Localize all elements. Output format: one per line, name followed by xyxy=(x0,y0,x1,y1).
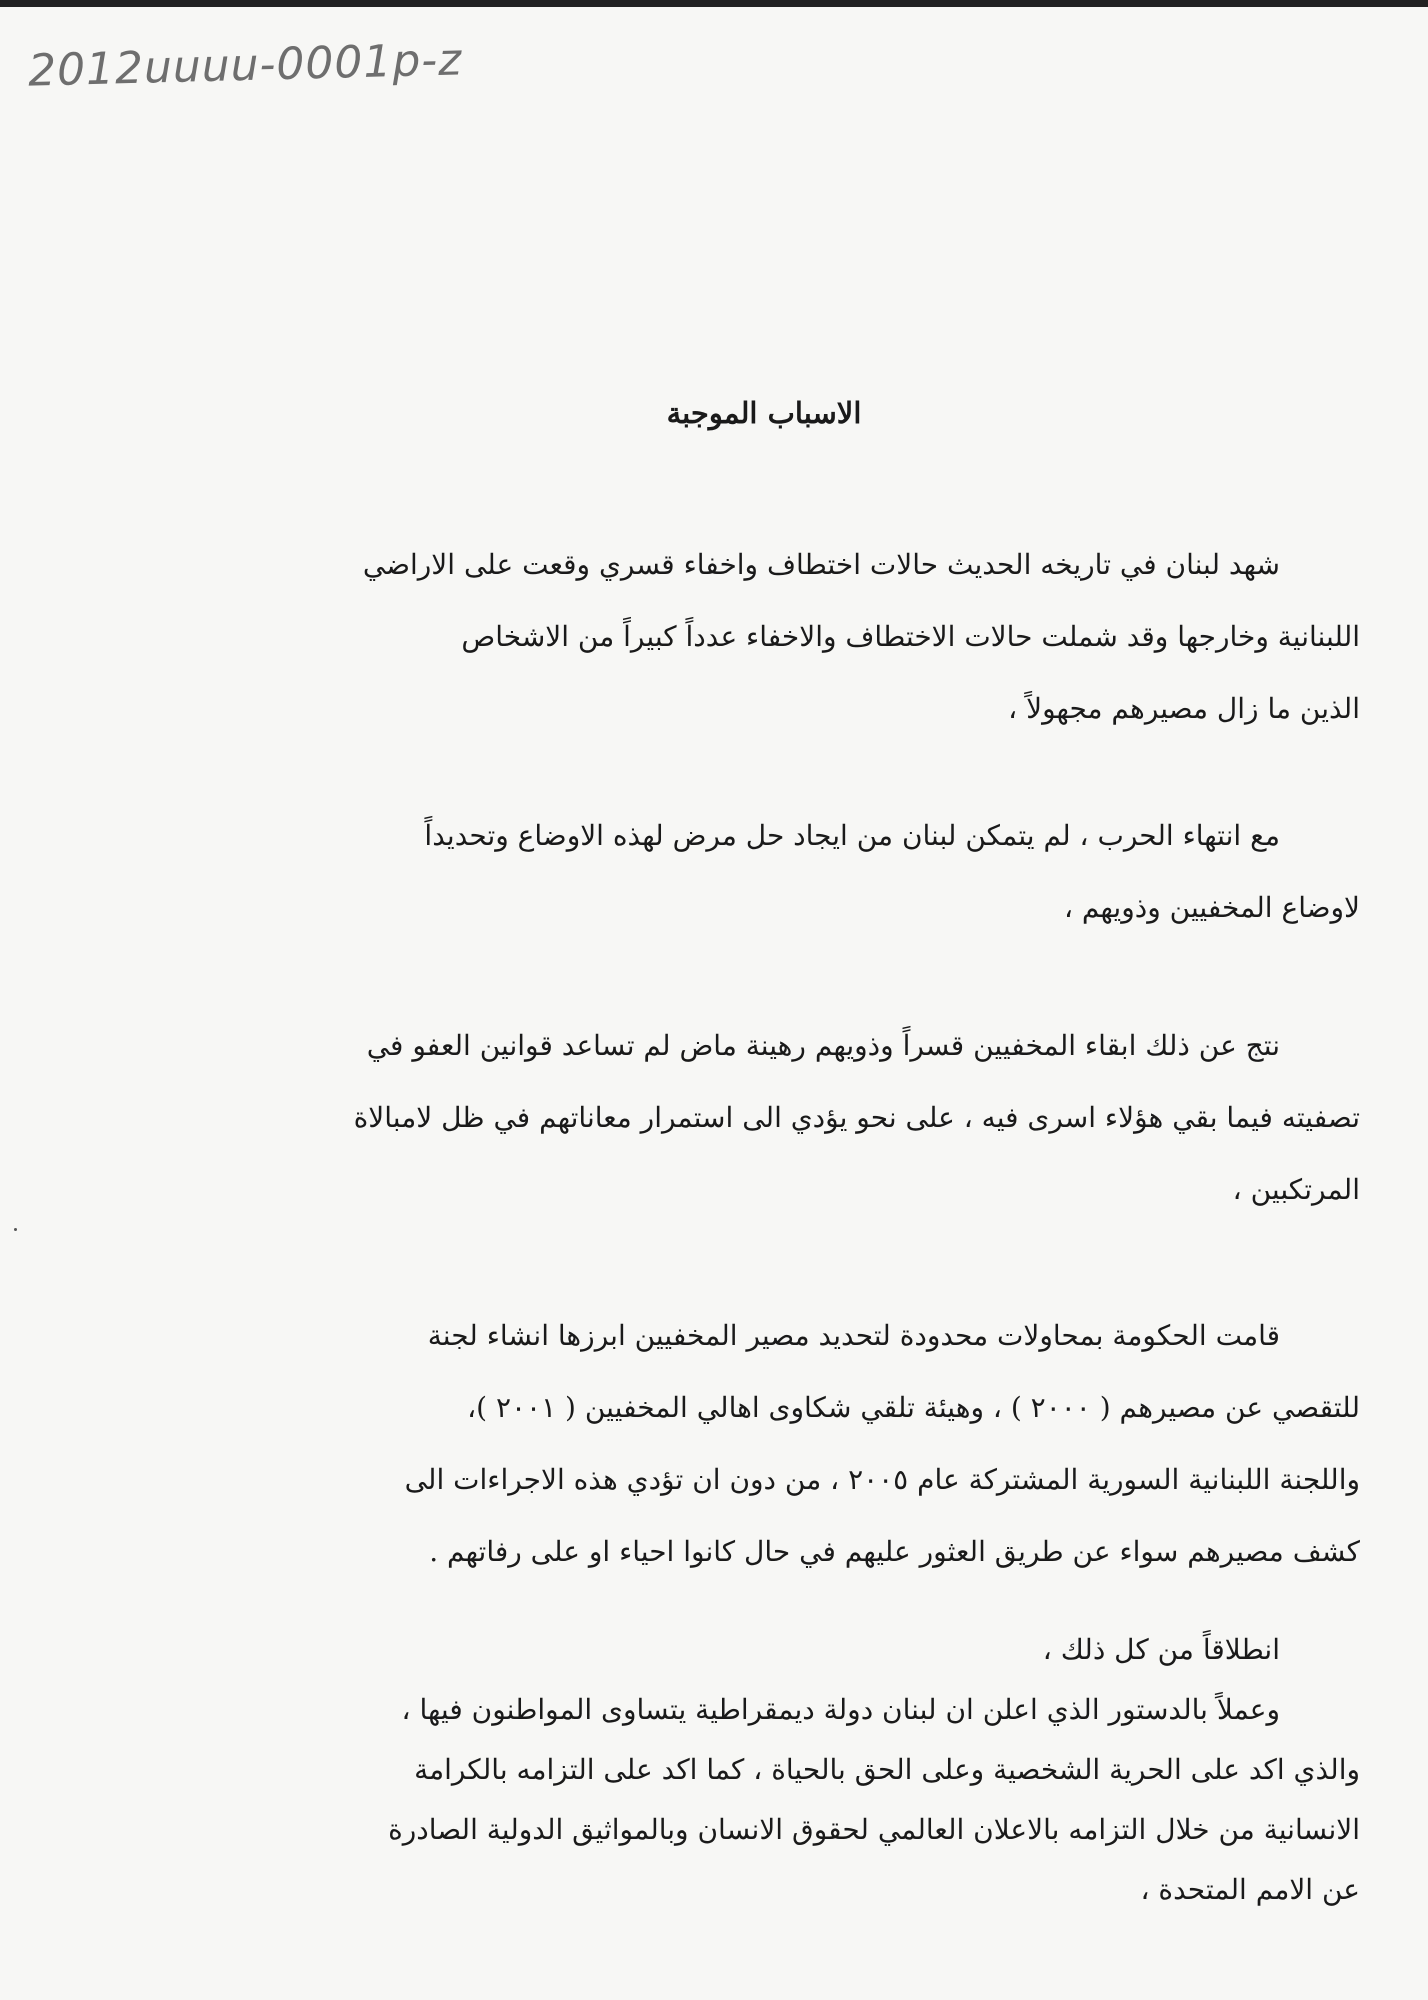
paragraph-1 xyxy=(270,529,1360,745)
paragraph-line: شهد لبنان في تاريخه الحديث حالات اختطاف واخفاء قسري وقعت على الاراضي xyxy=(362,548,1280,581)
paragraph-line: قامت الحكومة بمحاولات محدودة لتحديد مصير المخفيين ابرزها انشاء لجنة xyxy=(427,1319,1280,1352)
paragraph-line: كشف مصيرهم سواء عن طريق العثور عليهم في حال كانوا احياء او على رفاتهم . xyxy=(429,1535,1360,1568)
scan-top-border xyxy=(0,0,1428,7)
paragraph-line: عن الامم المتحدة ، xyxy=(1140,1873,1360,1906)
scan-speck xyxy=(14,1228,17,1231)
paragraph-line: تصفيته فيما بقي هؤلاء اسرى فيه ، على نحو يؤدي الى استمرار معاناتهم في ظل لامبالاة xyxy=(353,1101,1360,1134)
paragraph-line: وعملاً بالدستور الذي اعلن ان لبنان دولة ديمقراطية يتساوى المواطنون فيها ، xyxy=(401,1693,1280,1726)
paragraph-3 xyxy=(270,1010,1360,1226)
paragraph-line: اللبنانية وخارجها وقد شملت حالات الاختطاف والاخفاء عدداً كبيراً من الاشخاص xyxy=(461,620,1360,653)
paragraph-line: نتج عن ذلك ابقاء المخفيين قسراً وذويهم رهينة ماض لم تساعد قوانين العفو في xyxy=(366,1029,1280,1062)
paragraph-line: انطلاقاً من كل ذلك ، xyxy=(1042,1633,1280,1666)
document-title: الاسباب الموجبة xyxy=(666,396,862,430)
paragraph-2 xyxy=(270,800,1360,944)
paragraph-line: الانسانية من خلال التزامه بالاعلان العالمي لحقوق الانسان وبالمواثيق الدولية الصادرة xyxy=(388,1813,1360,1846)
paragraph-line: المرتكبين ، xyxy=(1232,1173,1360,1206)
paragraph-5 xyxy=(270,1620,1360,1920)
paragraph-line: واللجنة اللبنانية السورية المشتركة عام ٢٠٠٥ ، من دون ان تؤدي هذه الاجراءات الى xyxy=(404,1463,1360,1496)
paragraph-line: الذين ما زال مصيرهم مجهولاً ، xyxy=(1008,692,1360,725)
paragraph-line: مع انتهاء الحرب ، لم يتمكن لبنان من ايجاد حل مرض لهذه الاوضاع وتحديداً xyxy=(424,819,1280,852)
paragraph-line: لاوضاع المخفيين وذويهم ، xyxy=(1063,891,1360,924)
paragraph-4 xyxy=(270,1300,1360,1588)
handwritten-reference-number: 2012uuuu-0001p-z xyxy=(27,34,463,97)
paragraph-line: للتقصي عن مصيرهم ( ٢٠٠٠ ) ، وهيئة تلقي شكاوى اهالي المخفيين ( ٢٠٠١ )، xyxy=(467,1391,1360,1424)
paragraph-line: والذي اكد على الحرية الشخصية وعلى الحق بالحياة ، كما اكد على التزامه بالكرامة xyxy=(414,1753,1360,1786)
